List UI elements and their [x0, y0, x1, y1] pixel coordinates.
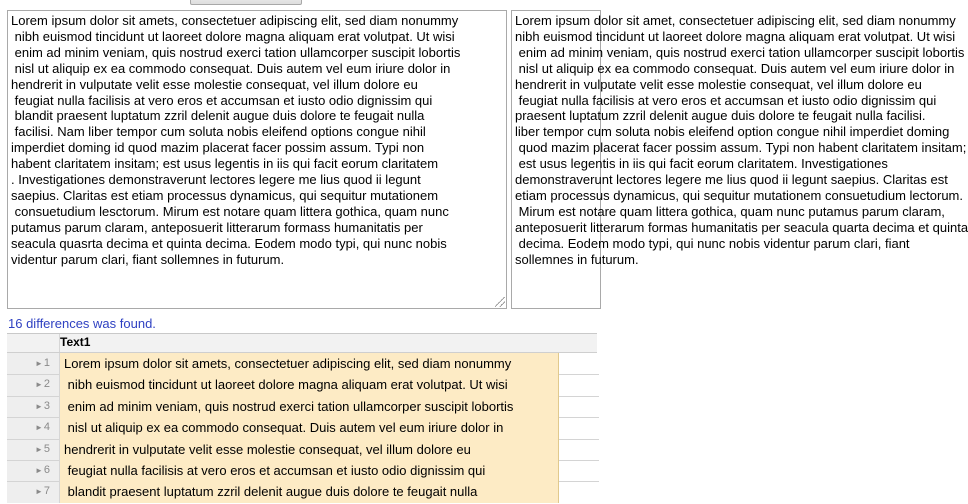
play-arrow-icon: ► — [35, 444, 43, 454]
diff-row[interactable] — [7, 353, 597, 374]
row-separator — [559, 481, 599, 482]
line-number-value: 2 — [43, 378, 51, 391]
diff-row-text: blandit praesent luptatum zzril delenit augue duis dolore te feugait nulla — [64, 484, 478, 500]
row-separator — [559, 396, 599, 397]
line-number-value: 1 — [43, 357, 51, 369]
text2-line: nibh euismod tincidunt ut laoreet dolore magna aliquam erat volutpat. Ut wisi — [515, 28, 956, 44]
text1-line: saepius. Claritas est etiam processus dynamicus, qui sequitur mutationem — [11, 187, 439, 203]
play-arrow-icon: ► — [35, 487, 43, 497]
diff-row[interactable] — [7, 481, 597, 502]
text1-line: . Investigationes demonstraverunt lectores legere me lius quod ii legunt — [11, 172, 421, 188]
row-separator — [7, 417, 59, 418]
play-arrow-icon: ► — [35, 466, 43, 475]
text1-line: blandit praesent luptatum zzril delenit augue duis dolore te feugait nulla — [11, 108, 425, 124]
differences-status: 16 differences was found. — [8, 316, 156, 331]
text2-line: anteposuerit litterarum formas humanitatis per seacula quarta decima et quinta — [515, 219, 968, 235]
text1-line: feugiat nulla facilisis at vero eros et accumsan et iusto odio dignissim qui — [11, 92, 433, 108]
line-number — [35, 485, 57, 497]
row-separator — [559, 417, 599, 418]
text1-line: enim ad minim veniam, quis nostrud exerci tation ullamcorper suscipit lobortis — [11, 44, 461, 60]
row-separator — [7, 396, 59, 397]
text1-line: Lorem ipsum dolor sit amets, consectetuer adipiscing elit, sed diam nonummy — [11, 13, 459, 28]
text2-line: quod mazim placerat facer possim assum. Typi non habent claritatem insitam; — [515, 140, 967, 156]
diff-table-header — [7, 334, 597, 353]
diff-row-text: nibh euismod tincidunt ut laoreet dolore magna aliquam erat volutpat. Ut wisi — [64, 377, 508, 393]
diff-row-text: hendrerit in vulputate velit esse molestie consequat, vel illum dolore eu — [64, 441, 471, 457]
line-number-value: 7 — [43, 485, 51, 498]
play-arrow-icon: ► — [35, 359, 43, 368]
play-arrow-icon: ► — [35, 401, 43, 411]
text1-line: hendrerit in vulputate velit esse molestie consequat, vel illum dolore eu — [11, 76, 418, 92]
diff-row[interactable] — [7, 460, 597, 481]
compare-button[interactable] — [190, 0, 302, 5]
text2-line: hendrerit in vulputate velit esse molestie consequat, vel illum dolore eu — [515, 76, 922, 92]
text2-line: sollemnes in futurum. — [515, 251, 639, 267]
diff-row[interactable] — [7, 396, 597, 417]
text1-line: nibh euismod tincidunt ut laoreet dolore magna aliquam erat volutpat. Ut wisi — [11, 28, 455, 44]
text2-line: demonstraverunt lectores legere me lius quod ii legunt saepius. Claritas est — [515, 172, 948, 188]
text2-line: est usus legentis in iis qui facit eorum claritatem. Investigationes — [515, 156, 888, 172]
diff-row-text: nisl ut aliquip ex ea commodo consequat. Duis autem vel eum iriure dolor in — [64, 420, 504, 436]
diff-row-text: enim ad minim veniam, quis nostrud exerci tation ullamcorper suscipit lobortis — [64, 398, 514, 414]
text1-content — [11, 13, 503, 268]
diff-result-table — [7, 333, 597, 504]
text2-line: Lorem ipsum dolor sit amet, consectetuer adipiscing elit, sed diam nonummy — [515, 13, 956, 28]
text1-textarea[interactable] — [7, 10, 507, 309]
text1-line: seacula quasrta decima et quinta decima. Eodem modo typi, qui nunc nobis — [11, 235, 447, 251]
play-arrow-icon: ► — [35, 380, 43, 390]
row-separator — [7, 481, 59, 482]
line-number — [35, 464, 57, 476]
line-number-value: 3 — [43, 399, 51, 412]
diff-row[interactable] — [7, 439, 597, 460]
diff-row-text: Lorem ipsum dolor sit amets, consectetuer adipiscing elit, sed diam nonummy — [64, 356, 512, 371]
diff-row[interactable] — [7, 417, 597, 438]
text1-line: facilisi. Nam liber tempor cum soluta nobis eleifend options congue nihil — [11, 124, 426, 140]
line-number — [35, 443, 57, 455]
line-number — [35, 400, 57, 412]
line-number-value: 5 — [43, 442, 51, 455]
column-title-text1: Text1 — [60, 335, 91, 349]
row-separator — [559, 460, 599, 461]
text1-line: videntur parum clari, fiant sollemnes in futurum. — [11, 251, 285, 267]
text2-line: etiam processus dynamicus, qui sequitur mutationem consuetudium lectorum. — [515, 187, 963, 203]
text2-content — [515, 13, 968, 268]
line-number-value: 4 — [43, 421, 51, 434]
text2-line: nisl ut aliquip ex ea commodo consequat. Duis autem vel eum iriure dolor in — [515, 60, 955, 76]
row-separator — [559, 374, 599, 375]
text2-line: Mirum est notare quam littera gothica, quam nunc putamus parum claram, — [515, 203, 945, 219]
play-arrow-icon: ► — [35, 423, 43, 433]
text1-line: consuetudium lesctorum. Mirum est notare quam littera gothica, quam nunc — [11, 203, 449, 219]
text1-line: nisl ut aliquip ex ea commodo consequat. Duis autem vel eum iriure dolor in — [11, 60, 451, 76]
text1-line: imperdiet doming id quod mazim placerat facer possim assum. Typi non — [11, 140, 425, 156]
line-number — [35, 421, 57, 433]
text1-line: habent claritatem insitam; est usus legentis in iis qui facit eorum claritatem — [11, 156, 439, 172]
resize-grip-icon[interactable] — [495, 297, 505, 307]
line-number — [35, 357, 57, 369]
row-separator — [7, 460, 59, 461]
line-number-value: 6 — [43, 464, 51, 476]
row-separator — [559, 439, 599, 440]
text2-line: praesent luptatum zzril delenit augue duis dolore te feugait nulla facilisi. — [515, 108, 926, 124]
text2-line: feugiat nulla facilisis at vero eros et accumsan et iusto odio dignissim qui — [515, 92, 937, 108]
line-number — [35, 378, 57, 390]
text2-line: decima. Eodem modo typi, qui nunc nobis videntur parum clari, fiant — [515, 235, 910, 251]
row-separator — [7, 439, 59, 440]
diff-row[interactable] — [7, 374, 597, 395]
diff-row-text: feugiat nulla facilisis at vero eros et accumsan et iusto odio dignissim qui — [64, 463, 486, 478]
text2-textarea[interactable] — [511, 10, 968, 309]
row-separator — [7, 374, 59, 375]
text2-line: liber tempor cum soluta nobis eleifend option congue nihil imperdiet doming — [515, 124, 950, 140]
line-number-header — [7, 334, 60, 352]
text1-line: putamus parum claram, anteposuerit litterarum formass humanitatis per — [11, 219, 423, 235]
text2-line: enim ad minim veniam, quis nostrud exerci tation ullamcorper suscipit lobortis — [515, 44, 965, 60]
